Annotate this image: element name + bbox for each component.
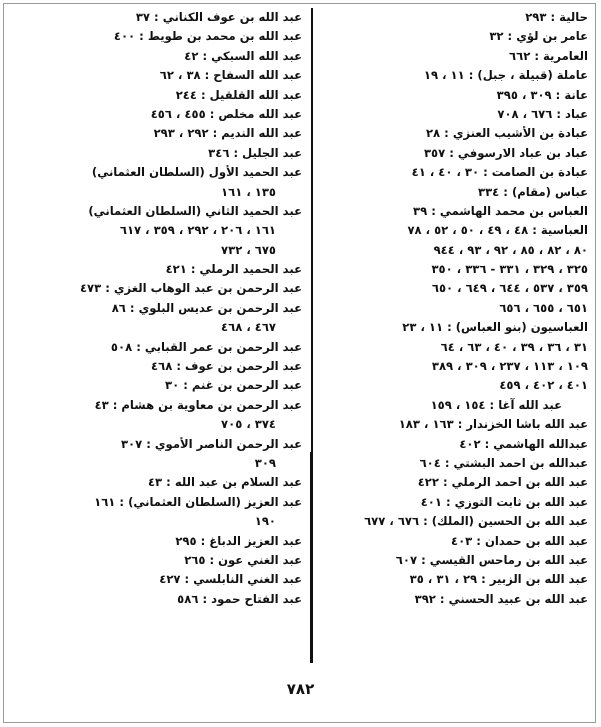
page-number: ٧٨٢ bbox=[286, 680, 315, 698]
index-entry: عبادة بن الأشيب العنزي : ٢٨ bbox=[425, 126, 588, 141]
index-entry: عبد الله آغا : ١٥٤ ، ١٥٩ bbox=[430, 397, 562, 412]
index-entry: عبدالله بن احمد البشتي : ٦٠٤ bbox=[419, 455, 588, 470]
index-entry: عبد الله القلقيل : ٢٤٤ bbox=[175, 87, 302, 102]
index-entry: عبد العزيز الدباغ : ٢٩٥ bbox=[175, 533, 302, 548]
index-entry: عبد الله بن عبيد الحسني : ٣٩٢ bbox=[414, 591, 588, 606]
column-divider bbox=[311, 8, 313, 452]
index-entry: عبد السلام بن عبد الله : ٤٣ bbox=[147, 475, 302, 490]
index-entry: عبد الرحمن بن عمر القبابي : ٥٠٨ bbox=[110, 339, 302, 354]
index-entry: عاملة (قبيلة ، جبل) : ١١ ، ١٩ bbox=[423, 68, 588, 83]
index-entry: عبد الله النديم : ٢٩٢ ، ٢٩٣ bbox=[153, 126, 302, 141]
index-entry: عبد الغني عون : ٢٦٥ bbox=[184, 552, 302, 567]
index-entry: ٣٢٥ ، ٣٢٩ ، ٣٣١ - ٣٣٦ ، ٣٥٠ bbox=[431, 262, 588, 277]
index-entry: عبد الله بن الزبير : ٢٩ ، ٣١ ، ٣٥ bbox=[409, 572, 588, 587]
index-entry: عباد : ٦٧٦ ، ٧٠٨ bbox=[497, 106, 588, 121]
index-entry: ٨٠ ، ٨٢ ، ٨٥ ، ٩٢ ، ٩٣ ، ٩٤٤ bbox=[433, 242, 588, 257]
index-entry: عبد الله بن رماحس القيسي : ٦٠٧ bbox=[395, 552, 588, 567]
index-entry: عبد الله بن ثابت التوزي : ٤٠١ bbox=[420, 494, 588, 509]
index-entry: ٤٦٧ ، ٤٦٨ bbox=[221, 320, 276, 335]
index-entry: عبد الحميد الرملي : ٤٢١ bbox=[165, 262, 302, 277]
index-entry: عبد الرحمن بن عبد الوهاب الغزي : ٤٧٣ bbox=[79, 281, 302, 296]
index-entry: عبد العزيز (السلطان العثماني) : ١٦١ bbox=[94, 494, 302, 509]
index-entry: عبد الرحمن بن غنم : ٣٠ bbox=[165, 378, 302, 393]
index-entry: ٤٠١ ، ٤٠٢ ، ٤٥٩ bbox=[499, 378, 588, 393]
index-entry: ٣٧٤ ، ٧٠٥ bbox=[221, 417, 276, 432]
index-entry: ١٦١ ، ٢٠٦ ، ٢٩٢ ، ٣٥٩ ، ٦١٧ bbox=[119, 223, 276, 238]
index-entry: العامرية : ٦٦٢ bbox=[509, 48, 588, 63]
index-entry: عبد الغني النابلسي : ٤٢٧ bbox=[159, 572, 302, 587]
index-entry: عبد الحميد الأول (السلطان العثماني) bbox=[91, 165, 302, 180]
index-entry: عبد الله بن الحسين (الملك) : ٦٧٦ ، ٦٧٧ bbox=[364, 514, 588, 529]
index-entry: عبد الفتاح حمود : ٥٨٦ bbox=[177, 591, 302, 606]
index-column-left bbox=[28, 8, 302, 609]
index-entry: ٦٧٥ ، ٧٣٢ bbox=[221, 242, 276, 257]
index-entry: عامر بن لؤي : ٣٢ bbox=[489, 29, 588, 44]
index-entry: ١٠٩ ، ١١٣ ، ٢٣٧ ، ٣٠٩ ، ٣٨٩ bbox=[431, 359, 588, 374]
index-entry: عبد الله بن احمد الرملي : ٤٢٢ bbox=[417, 475, 588, 490]
index-entry: عبد الله مخلص : ٤٥٥ ، ٤٥٦ bbox=[150, 106, 302, 121]
index-entry: عبد الرحمن بن عديس البلوي : ٨٦ bbox=[111, 300, 302, 315]
index-entry: ١٣٥ ، ١٦١ bbox=[221, 184, 276, 199]
index-entry: عبد الله السبكي : ٤٢ bbox=[184, 48, 302, 63]
index-entry: العباسية : ٤٨ ، ٤٩ ، ٥٠ ، ٥٢ ، ٧٨ bbox=[407, 223, 588, 238]
index-column-right bbox=[318, 8, 588, 609]
index-entry: ٣٠٩ bbox=[254, 455, 276, 470]
index-entry: عباد بن عباد الارسوفي : ٣٥٧ bbox=[423, 145, 588, 160]
index-entry: عبد الرحمن بن معاوية بن هشام : ٤٣ bbox=[94, 397, 302, 412]
index-entry: عبد الله السفاح : ٣٨ ، ٦٢ bbox=[159, 68, 302, 83]
index-entry: عبد الجليل : ٣٤٦ bbox=[208, 145, 302, 160]
index-entry: عباس (مقام) : ٣٣٤ bbox=[478, 184, 588, 199]
index-entry: العباسيون (بنو العباس) : ١١ ، ٢٣ bbox=[402, 320, 588, 335]
index-entry: عبد الله بن محمد بن طويط : ٤٠٠ bbox=[113, 29, 302, 44]
index-entry: عبد الحميد الثاني (السلطان العثماني) bbox=[88, 203, 302, 218]
index-entry: عبادة بن الصامت : ٣٠ ، ٤٠ ، ٤١ bbox=[411, 165, 588, 180]
index-entry: عبدالله الهاشمي : ٤٠٢ bbox=[459, 436, 588, 451]
index-entry: ٦٥١ ، ٦٥٥ ، ٦٥٦ bbox=[499, 300, 588, 315]
index-entry: العباس بن محمد الهاشمي : ٣٩ bbox=[413, 203, 588, 218]
index-entry: عبد الله بن حمدان : ٤٠٣ bbox=[451, 533, 588, 548]
column-divider bbox=[310, 452, 313, 663]
index-entry: عبد الرحمن بن عوف : ٤٦٨ bbox=[151, 359, 302, 374]
index-entry: عانة : ٣٠٩ ، ٣٩٥ bbox=[496, 87, 588, 102]
index-entry: عبد الله باشا الخزندار : ١٦٣ ، ١٨٣ bbox=[398, 417, 588, 432]
index-entry: ٣١ ، ٣٦ ، ٣٩ ، ٤٠ ، ٦٣ ، ٦٤ bbox=[440, 339, 588, 354]
index-entry: عبد الله بن عوف الكناني : ٣٧ bbox=[135, 10, 302, 24]
index-entry: ١٩٠ bbox=[254, 514, 276, 529]
index-entry: عبد الرحمن الناصر الأموي : ٣٠٧ bbox=[120, 436, 302, 451]
index-entry: حالية : ٢٩٣ bbox=[525, 10, 588, 24]
index-entry: ٣٥٩ ، ٥٣٧ ، ٦٤٤ ، ٦٤٩ ، ٦٥٠ bbox=[431, 281, 588, 296]
